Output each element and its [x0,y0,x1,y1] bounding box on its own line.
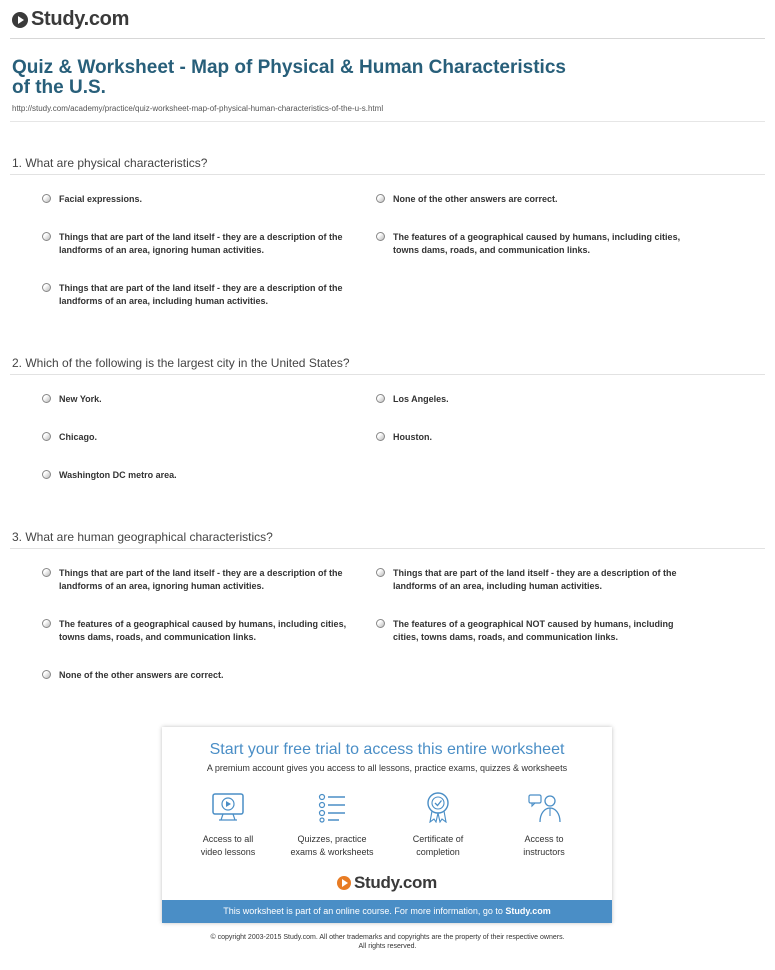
radio-button-icon[interactable] [376,568,385,577]
promo-study-logo[interactable] [162,873,612,893]
question-divider [10,548,765,549]
answer-option[interactable] [393,567,693,592]
answer-option[interactable] [59,431,359,444]
video-lesson-icon [211,791,245,823]
radio-button-icon[interactable] [42,670,51,679]
instructor-icon [527,791,561,823]
radio-button-icon[interactable] [42,432,51,441]
answer-option[interactable] [393,431,693,444]
feature-label-line2: instructors [523,847,565,857]
title-divider [10,121,765,122]
radio-button-icon[interactable] [42,619,51,628]
play-circle-icon [337,876,351,890]
option-text: Los Angeles. [393,394,449,404]
answer-option[interactable] [393,231,693,256]
radio-button-icon[interactable] [42,470,51,479]
page-url: http://study.com/academy/practice/quiz-worksheet-map-of-physical-human-characteristics-of-the-u-s.html [12,104,384,113]
option-text: Things that are part of the land itself - they are a description of the landforms of an area, including human activities. [59,283,343,306]
feature-label-line1: Access to all [202,834,254,844]
feature-label-line2: video lessons [200,847,256,857]
option-text: Chicago. [59,432,98,442]
option-text: Houston. [393,432,432,442]
option-text: Things that are part of the land itself - they are a description of the landforms of an area, including human activities. [393,568,677,591]
radio-button-icon[interactable] [42,232,51,241]
answer-option[interactable] [59,469,359,482]
course-info-text: This worksheet is part of an online course. For more information, go to [223,906,506,916]
answer-option[interactable] [393,193,693,206]
study-link[interactable]: Study.com [505,906,551,916]
answer-option[interactable] [59,393,359,406]
question-1: 1. What are physical characteristics? [12,156,208,170]
answer-option[interactable] [59,282,359,307]
feature-certificate [388,791,488,859]
option-text: New York. [59,394,102,404]
feature-label-line1: Quizzes, practice [297,834,367,844]
radio-button-icon[interactable] [376,394,385,403]
copyright-line: © copyright 2003-2015 Study.com. All other trademarks and copyrights are the property of their respective owners. [210,934,565,941]
promo-logo-text: Study.com [354,873,437,892]
option-text: The features of a geographical NOT caused by humans, including cities, towns dams, roads, and communication links. [393,619,674,642]
feature-label-line1: Certificate of [412,834,464,844]
rights-line: All rights reserved. [358,943,417,950]
option-text: The features of a geographical caused by humans, including cities, towns dams, roads, and communication links. [393,232,681,255]
answer-option[interactable] [59,618,359,643]
promo-title[interactable]: Start your free trial to access this entire worksheet [209,741,565,758]
radio-button-icon[interactable] [376,232,385,241]
answer-option[interactable] [393,618,693,643]
radio-button-icon[interactable] [376,194,385,203]
quiz-list-icon [315,791,349,823]
radio-button-icon[interactable] [42,568,51,577]
question-2: 2. Which of the following is the largest city in the United States? [12,356,350,370]
feature-instructors [494,791,594,859]
play-circle-icon [12,12,28,28]
option-text: Facial expressions. [59,194,143,204]
feature-label-line2: completion [416,847,460,857]
course-info-bar [162,900,612,923]
option-text: Things that are part of the land itself - they are a description of the landforms of an area, ignoring human activities. [59,232,343,255]
option-text: Things that are part of the land itself - they are a description of the landforms of an area, ignoring human activities. [59,568,343,591]
free-trial-promo [162,727,612,923]
answer-option[interactable] [393,393,693,406]
logo-text: Study.com [31,8,130,30]
feature-label-line1: Access to [524,834,564,844]
header-divider [10,38,765,39]
radio-button-icon[interactable] [42,394,51,403]
answer-option[interactable] [59,193,359,206]
question-divider [10,174,765,175]
answer-option[interactable] [59,567,359,592]
option-text: None of the other answers are correct. [59,670,224,680]
study-logo[interactable] [12,8,129,31]
radio-button-icon[interactable] [42,194,51,203]
feature-label-line2: exams & worksheets [290,847,374,857]
answer-option[interactable] [59,231,359,256]
feature-quizzes [282,791,382,859]
answer-option[interactable] [59,669,359,682]
feature-video-lessons [178,791,278,859]
promo-subtitle: A premium account gives you access to all lessons, practice exams, quizzes & worksheets [206,763,568,773]
page-title: Quiz & Worksheet - Map of Physical & Human Characteristics of the U.S. [12,57,566,98]
question-divider [10,374,765,375]
certificate-icon [421,791,455,823]
option-text: None of the other answers are correct. [393,194,558,204]
option-text: Washington DC metro area. [59,470,177,480]
copyright-footer [0,933,775,951]
radio-button-icon[interactable] [42,283,51,292]
radio-button-icon[interactable] [376,432,385,441]
radio-button-icon[interactable] [376,619,385,628]
question-3: 3. What are human geographical characteristics? [12,530,273,544]
option-text: The features of a geographical caused by humans, including cities, towns dams, roads, and communication links. [59,619,347,642]
